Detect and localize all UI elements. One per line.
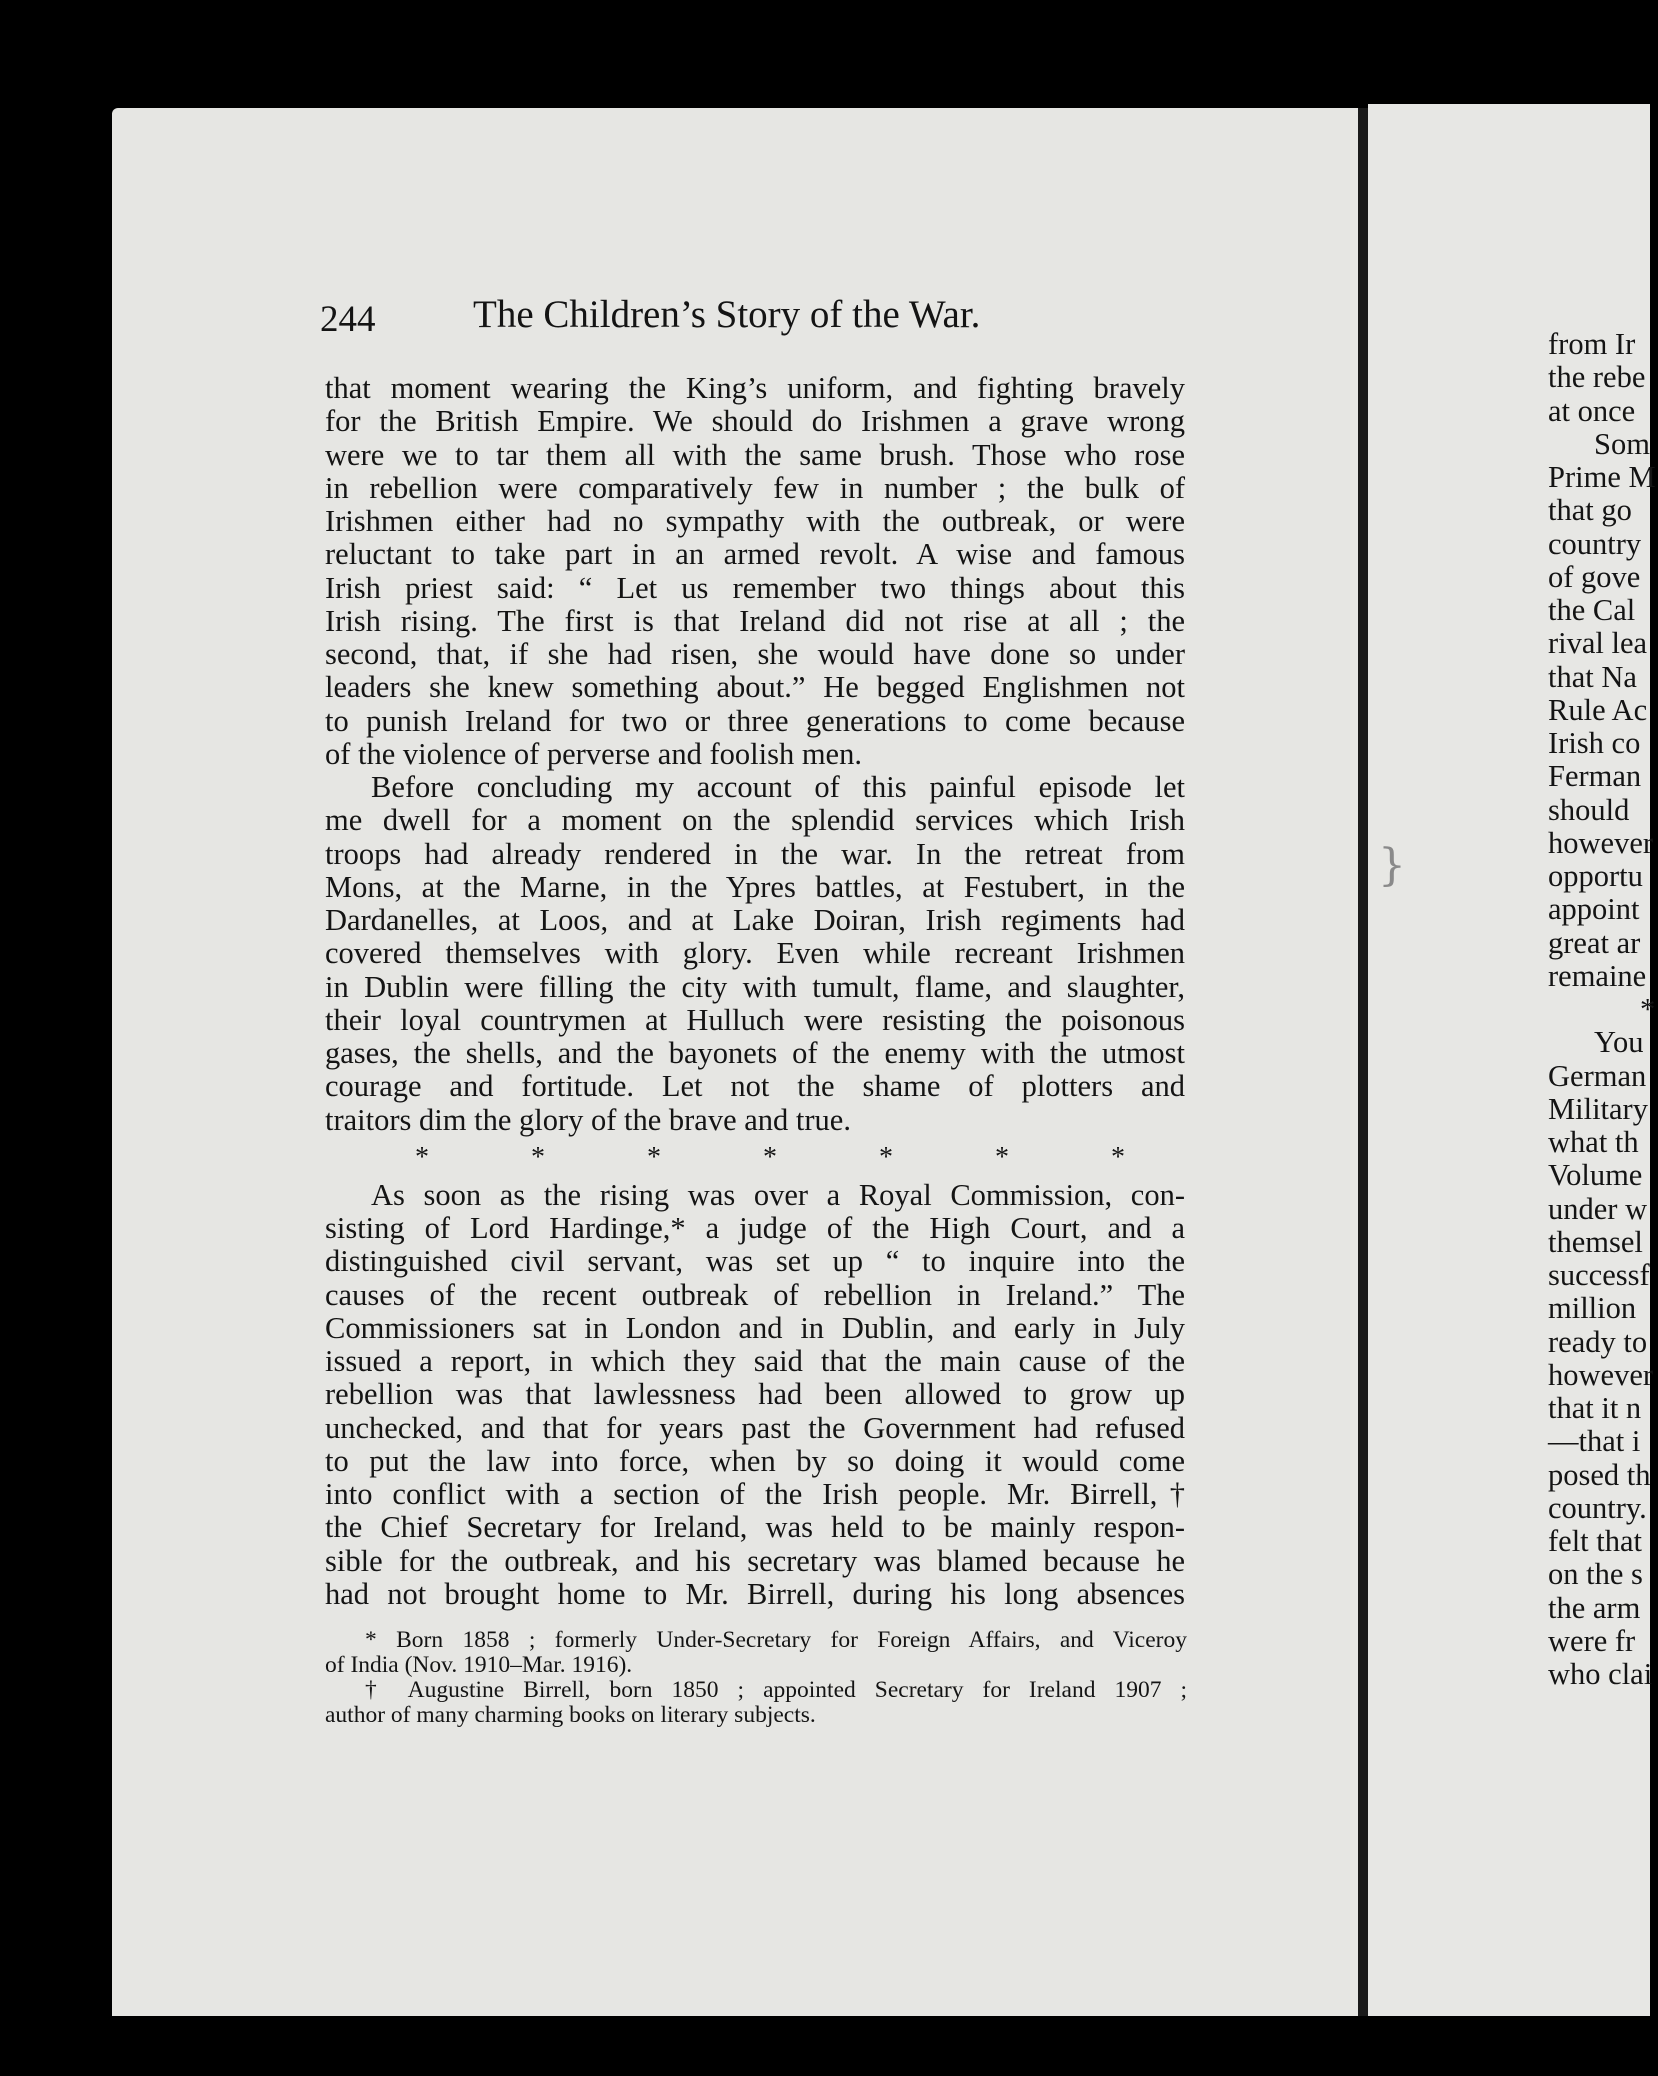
right-page-line: Military — [1548, 1091, 1648, 1126]
text-line: me dwell for a moment on the splendid services which Irish — [325, 803, 1185, 838]
text-line: that moment wearing the King’s uniform, and fighting bravely — [325, 371, 1185, 405]
text-line: the Chief Secretary for Ireland, was held to be mainly respon- — [325, 1510, 1185, 1545]
right-page-line: Volume — [1548, 1158, 1643, 1193]
right-page-line: who clai — [1548, 1657, 1653, 1691]
text-line: covered themselves with glory. Even while recreant Irishmen — [325, 936, 1185, 971]
separator-star: * — [879, 1141, 893, 1173]
text-line: troops had already rendered in the war. In the retreat from — [325, 836, 1185, 871]
text-line: As soon as the rising was over a Royal Commission, con- — [371, 1177, 1185, 1212]
text-line: in Dublin were filling the city with tumult, flame, and slaughter, — [325, 969, 1185, 1004]
right-page-line: the arm — [1548, 1590, 1641, 1625]
right-page-line: the Cal — [1548, 593, 1636, 627]
text-line: traitors dim the glory of the brave and true. — [325, 1102, 851, 1137]
right-page-line: of gove — [1548, 559, 1641, 594]
right-page-line: from Ir — [1548, 327, 1636, 361]
right-page-line: that Na — [1548, 659, 1637, 694]
footnotes — [325, 1628, 1187, 1728]
right-page-line: Ferman — [1548, 759, 1642, 794]
right-page-line: Som — [1594, 426, 1650, 461]
pencil-mark: } — [1378, 840, 1406, 891]
text-line: in rebellion were comparatively few in number ; the bulk of — [325, 470, 1185, 505]
right-page-line: on the s — [1548, 1557, 1643, 1592]
text-line: Irish priest said: “ Let us remember two things about this — [325, 570, 1185, 605]
text-line: Irish rising. The first is that Ireland did not rise at all ; the — [325, 603, 1185, 638]
text-line: were we to tar them all with the same brush. Those who rose — [325, 437, 1185, 472]
text-line: Mons, at the Marne, in the Ypres battles, at Festubert, in the — [325, 869, 1185, 904]
running-title: The Children’s Story of the War. — [473, 293, 981, 336]
separator-star: * — [995, 1141, 1009, 1173]
text-line: leaders she knew something about.” He begged Englishmen not — [325, 670, 1185, 705]
book-gutter — [1358, 108, 1368, 2016]
footnote-line: † Augustine Birrell, born 1850 ; appointed Secretary for Ireland 1907 ; — [365, 1677, 1187, 1703]
right-page-line: —that i — [1548, 1424, 1641, 1459]
right-page-line: successf — [1548, 1258, 1650, 1292]
right-page-line: rival lea — [1548, 626, 1648, 661]
text-line: reluctant to take part in an armed revolt. A wise and famous — [325, 537, 1185, 572]
footnote-line: * Born 1858 ; formerly Under-Secretary for Foreign Affairs, and Viceroy — [365, 1627, 1187, 1653]
right-page-line: ready to — [1548, 1324, 1648, 1359]
text-line: Before concluding my account of this painful episode let — [371, 770, 1185, 804]
text-line: to punish Ireland for two or three generations to come because — [325, 703, 1185, 738]
right-page-line: appoint — [1548, 892, 1640, 927]
text-line: distinguished civil servant, was set up “ to inquire into the — [325, 1244, 1185, 1279]
right-page-line: opportu — [1548, 859, 1643, 893]
text-line: issued a report, in which they said that the main cause of the — [325, 1344, 1185, 1378]
right-page-line: remaine — [1548, 958, 1647, 993]
text-line: courage and fortitude. Let not the shame of plotters and — [325, 1069, 1185, 1104]
text-block-2 — [325, 1179, 1185, 1611]
right-page-line: were fr — [1548, 1623, 1636, 1658]
right-page-line: great ar — [1548, 925, 1641, 960]
right-page-line: Rule Ac — [1548, 692, 1648, 727]
text-block-1 — [325, 372, 1185, 1137]
page-number: 244 — [320, 299, 376, 340]
right-page-line: that it n — [1548, 1391, 1642, 1425]
right-page-line: at once — [1548, 393, 1636, 428]
right-page-line: Prime M — [1548, 460, 1656, 494]
text-line: had not brought home to Mr. Birrell, during his long absences — [325, 1576, 1185, 1611]
right-page-line: country — [1548, 526, 1642, 561]
right-page-text — [1548, 328, 1658, 1691]
right-page-line: felt that — [1548, 1524, 1643, 1558]
text-line: their loyal countrymen at Hulluch were resisting the poisonous — [325, 1002, 1185, 1037]
separator-star: * — [647, 1141, 661, 1173]
text-line: Commissioners sat in London and in Dublin, and early in July — [325, 1310, 1185, 1345]
footnote-line: of India (Nov. 1910–Mar. 1916). — [325, 1652, 633, 1678]
separator-star: * — [415, 1141, 429, 1173]
right-page-line: what th — [1548, 1125, 1639, 1159]
right-page-line: the rebe — [1548, 360, 1646, 395]
right-page-line: posed th — [1548, 1457, 1651, 1492]
text-line: to put the law into force, when by so doing it would come — [325, 1443, 1185, 1478]
running-head — [320, 292, 1200, 348]
right-page-line: You — [1594, 1025, 1644, 1060]
section-separator — [325, 1137, 1185, 1179]
right-page-line: * — [1640, 992, 1656, 1026]
right-page-line: that go — [1548, 493, 1632, 528]
right-page-line: themsel — [1548, 1224, 1643, 1259]
text-line: gases, the shells, and the bayonets of the enemy with the utmost — [325, 1036, 1185, 1070]
right-page-line: however — [1548, 1357, 1654, 1392]
right-page-line: Irish co — [1548, 726, 1641, 760]
separator-star: * — [763, 1141, 777, 1173]
right-page-line: under w — [1548, 1191, 1648, 1226]
text-line: sible for the outbreak, and his secretary was blamed because he — [325, 1543, 1185, 1578]
text-line: rebellion was that lawlessness had been allowed to grow up — [325, 1377, 1185, 1412]
body-text — [325, 372, 1185, 1611]
right-page-line: should — [1548, 792, 1630, 827]
separator-star: * — [531, 1141, 545, 1173]
text-line: into conflict with a section of the Irish people. Mr. Birrell,† — [325, 1477, 1185, 1511]
text-line: sisting of Lord Hardinge,* a judge of the High Court, and a — [325, 1211, 1185, 1245]
text-line: second, that, if she had risen, she would have done so under — [325, 637, 1185, 671]
right-page-line: million — [1548, 1291, 1637, 1326]
text-line: Dardanelles, at Loos, and at Lake Doiran, Irish regiments had — [325, 903, 1185, 937]
text-line: Irishmen either had no sympathy with the outbreak, or were — [325, 504, 1185, 538]
text-line: of the violence of perverse and foolish men. — [325, 736, 862, 771]
right-page-line: country. — [1548, 1490, 1647, 1525]
separator-star: * — [1111, 1141, 1125, 1173]
text-line: causes of the recent outbreak of rebellion in Ireland.” The — [325, 1277, 1185, 1312]
right-page-line: however — [1548, 825, 1654, 860]
text-line: for the British Empire. We should do Irishmen a grave wrong — [325, 404, 1185, 439]
text-line: unchecked, and that for years past the Government had refused — [325, 1410, 1185, 1445]
right-page-line: German — [1548, 1058, 1647, 1093]
footnote-line: author of many charming books on literary subjects. — [325, 1702, 816, 1728]
